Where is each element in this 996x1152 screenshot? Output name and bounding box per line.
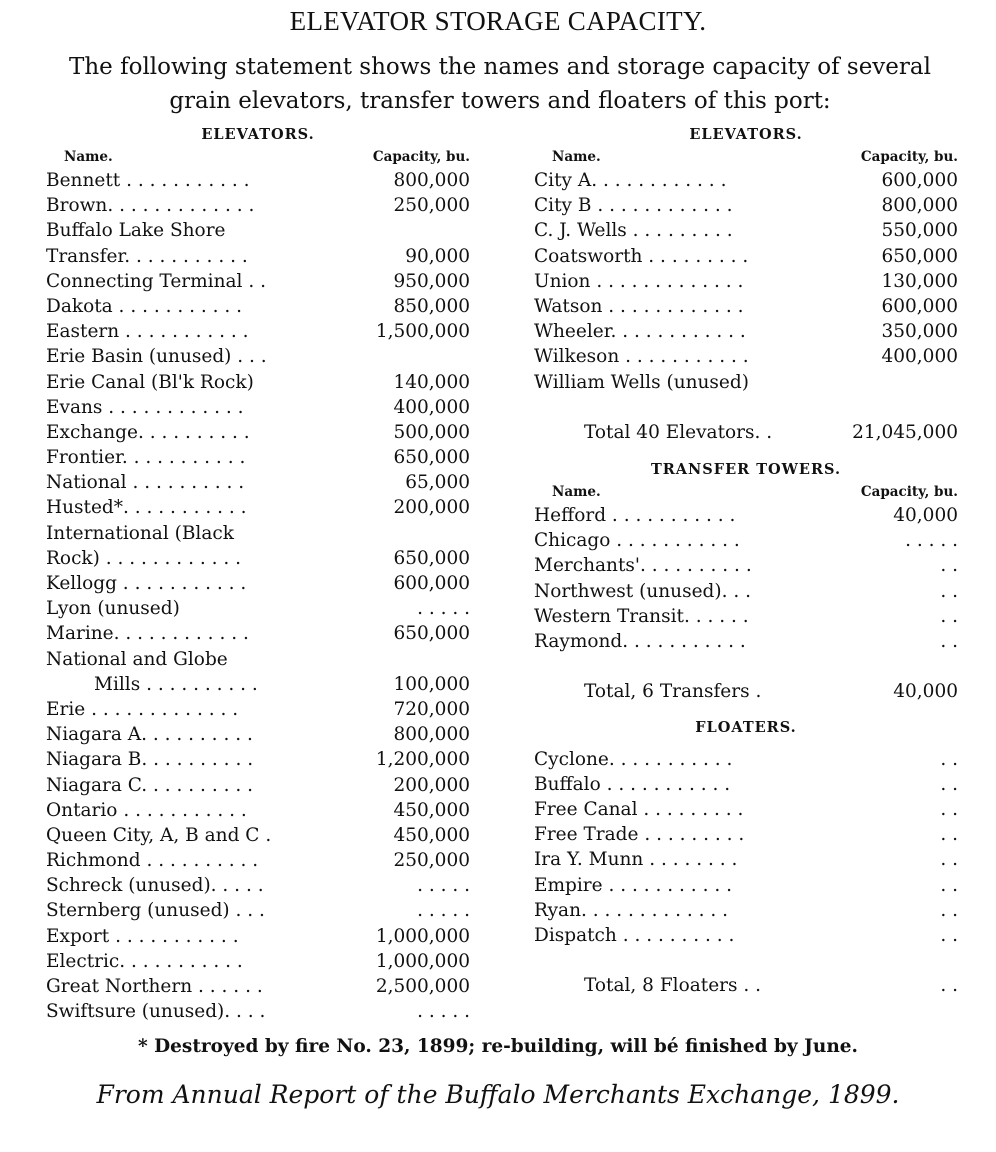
floaters-total-row: [534, 973, 958, 998]
row-capacity: 500,000: [393, 421, 470, 443]
table-row: [534, 923, 958, 948]
row-name: Cyclone. . . . . . . . . . .: [534, 748, 733, 770]
row-name: Ira Y. Munn . . . . . . . .: [534, 849, 738, 871]
row-name: International (Black: [46, 522, 234, 544]
row-capacity: 100,000: [393, 673, 470, 695]
transfers-total-label: Total, 6 Transfers .: [584, 681, 762, 703]
table-row: [534, 797, 958, 822]
row-name: William Wells (unused): [534, 371, 749, 393]
table-row: [534, 629, 958, 654]
table-row: [46, 621, 470, 646]
table-row: [534, 344, 958, 369]
intro-paragraph: The following statement shows the names and storage capacity of several grain elevators, transfer towers and floaters of this port:: [69, 54, 931, 114]
table-row: [534, 747, 958, 772]
row-name: Wilkeson . . . . . . . . . . .: [534, 346, 749, 368]
table-row: [46, 647, 470, 672]
row-capacity: . . . . .: [417, 1001, 470, 1023]
row-name: Electric. . . . . . . . . . .: [46, 950, 243, 972]
table-row: [534, 168, 958, 193]
table-row: [46, 672, 470, 697]
row-capacity: . .: [940, 555, 958, 577]
row-name: City A. . . . . . . . . . . .: [534, 170, 727, 191]
row-capacity: . .: [940, 824, 958, 846]
table-row: [534, 269, 958, 294]
table-row: [46, 949, 470, 974]
row-capacity: . .: [940, 631, 958, 652]
row-name: Dakota . . . . . . . . . . .: [46, 295, 243, 317]
row-name: Swiftsure (unused). . . .: [46, 1001, 266, 1023]
table-row: [534, 822, 958, 847]
footnote: * Destroyed by fire No. 23, 1899; re-building, will bé finished by June.: [138, 1036, 858, 1057]
transfer-towers-heading: TRANSFER TOWERS.: [650, 461, 842, 479]
row-capacity: 65,000: [405, 472, 470, 494]
table-row: [534, 772, 958, 797]
table-row: [46, 697, 470, 722]
row-capacity: . .: [940, 924, 958, 946]
row-name: Buffalo Lake Shore: [46, 220, 226, 242]
row-name: Transfer. . . . . . . . . . .: [46, 245, 248, 267]
right-column: [534, 124, 958, 998]
name-header: Name.: [552, 149, 601, 165]
table-row: [534, 193, 958, 218]
row-capacity: . .: [940, 580, 958, 602]
table-row: [534, 579, 958, 604]
table-row: [46, 193, 470, 218]
row-capacity: 450,000: [393, 824, 470, 846]
row-capacity: . . . . .: [905, 530, 958, 552]
row-name: National and Globe: [46, 648, 228, 670]
row-name: Erie Basin (unused) . . .: [46, 346, 267, 368]
row-name: Queen City, A, B and C .: [46, 824, 272, 846]
row-capacity: 1,200,000: [375, 749, 470, 771]
row-capacity: 200,000: [393, 497, 470, 519]
name-header: Name.: [552, 484, 601, 501]
row-name: Wheeler. . . . . . . . . . . .: [534, 321, 746, 343]
table-row: [534, 604, 958, 629]
row-capacity: 550,000: [881, 220, 958, 242]
row-capacity: . .: [940, 874, 958, 896]
row-capacity: 800,000: [393, 170, 470, 191]
row-capacity: 2,500,000: [375, 976, 470, 997]
name-header: Name.: [64, 149, 113, 165]
row-name: Free Canal . . . . . . . . .: [534, 798, 744, 820]
table-row: [46, 722, 470, 747]
row-name: Erie Canal (Bl'k Rock): [46, 371, 254, 393]
table-row: [534, 528, 958, 553]
table-row: [46, 571, 470, 596]
row-capacity: . .: [940, 605, 958, 627]
row-capacity: . .: [940, 899, 958, 921]
row-name: Sternberg (unused) . . .: [46, 900, 265, 922]
table-row: [46, 898, 470, 923]
row-capacity: 650,000: [393, 547, 470, 569]
row-name: Connecting Terminal . .: [46, 270, 266, 292]
row-name: Watson . . . . . . . . . . . .: [534, 295, 744, 317]
table-row: [534, 898, 958, 923]
table-row: [46, 848, 470, 873]
row-capacity: 90,000: [405, 245, 470, 267]
table-row: [534, 503, 958, 528]
table-row: [46, 244, 470, 269]
table-row: [534, 218, 958, 243]
column-headers-transfers: [534, 481, 958, 503]
row-capacity: 450,000: [393, 799, 470, 821]
row-capacity: 600,000: [881, 295, 958, 317]
row-name: Husted*. . . . . . . . . . .: [46, 497, 247, 519]
floaters-total-label: Total, 8 Floaters . .: [584, 975, 761, 997]
row-capacity: 40,000: [893, 505, 958, 527]
row-name: Northwest (unused). . .: [534, 580, 751, 602]
row-name: Great Northern . . . . . .: [46, 976, 263, 997]
row-name: Exchange. . . . . . . . . .: [46, 421, 250, 443]
row-name: Free Trade . . . . . . . . .: [534, 824, 745, 846]
row-capacity: 250,000: [393, 850, 470, 872]
row-capacity: 650,000: [393, 623, 470, 645]
table-row: [46, 924, 470, 949]
row-name: Eastern . . . . . . . . . . .: [46, 321, 249, 343]
row-name: Ryan. . . . . . . . . . . . .: [534, 899, 729, 921]
transfer-towers-list: [534, 503, 958, 654]
row-name: Hefford . . . . . . . . . . .: [534, 505, 736, 527]
row-name: National . . . . . . . . . .: [46, 472, 245, 494]
row-name: Richmond . . . . . . . . . .: [46, 850, 259, 872]
table-row: [534, 847, 958, 872]
row-capacity: 600,000: [393, 573, 470, 594]
row-name: Empire . . . . . . . . . . .: [534, 874, 732, 896]
elevators-total-value: 21,045,000: [852, 421, 958, 443]
row-name: Frontier. . . . . . . . . . .: [46, 447, 246, 469]
table-row: [46, 798, 470, 823]
floaters-list: [534, 747, 958, 949]
row-name: Export . . . . . . . . . . .: [46, 925, 239, 947]
column-headers-left: [46, 146, 470, 168]
row-capacity: . . . . .: [417, 900, 470, 922]
row-capacity: 650,000: [881, 245, 958, 267]
floaters-heading: FLOATERS.: [695, 718, 797, 736]
right-elevator-list: [534, 168, 958, 395]
floaters-total-value: . .: [940, 975, 958, 997]
row-name: Merchants'. . . . . . . . . .: [534, 555, 752, 577]
elevators-total-row: [534, 420, 958, 445]
row-capacity: 720,000: [393, 698, 470, 720]
row-name: Niagara A. . . . . . . . . .: [46, 724, 253, 746]
table-row: [46, 873, 470, 898]
table-row: [534, 553, 958, 578]
table-row: [534, 319, 958, 344]
table-row: [534, 370, 958, 395]
row-capacity: 200,000: [393, 774, 470, 796]
capacity-header: Capacity, bu.: [860, 484, 958, 501]
row-name: Ontario . . . . . . . . . . .: [46, 799, 247, 821]
row-name: Dispatch . . . . . . . . . .: [534, 924, 735, 946]
row-capacity: 250,000: [393, 195, 470, 217]
row-name: Brown. . . . . . . . . . . . .: [46, 195, 255, 217]
table-row: [46, 823, 470, 848]
row-name: Kellogg . . . . . . . . . . .: [46, 573, 247, 594]
transfers-total-row: [534, 679, 958, 704]
left-column: [46, 124, 470, 1024]
row-capacity: 130,000: [881, 270, 958, 292]
table-row: [46, 370, 470, 395]
table-row: [46, 546, 470, 571]
row-name: Niagara C. . . . . . . . . .: [46, 774, 253, 796]
row-name: Erie . . . . . . . . . . . . .: [46, 698, 239, 720]
row-capacity: 400,000: [881, 346, 958, 368]
table-row: [46, 974, 470, 999]
row-capacity: 140,000: [393, 371, 470, 393]
elevators-heading-right: ELEVATORS.: [689, 126, 803, 143]
table-row: [46, 168, 470, 193]
row-capacity: 850,000: [393, 295, 470, 317]
page-title: ELEVATOR STORAGE CAPACITY.: [289, 6, 707, 36]
table-row: [46, 445, 470, 470]
table-row: [46, 773, 470, 798]
row-name: Western Transit. . . . . .: [534, 605, 749, 627]
row-capacity: 1,500,000: [375, 321, 470, 343]
row-capacity: 400,000: [393, 396, 470, 418]
row-capacity: 1,000,000: [375, 950, 470, 972]
capacity-header: Capacity, bu.: [372, 149, 470, 165]
left-elevator-list: [46, 168, 470, 1024]
table-row: [534, 244, 958, 269]
table-row: [46, 344, 470, 369]
table-row: [46, 495, 470, 520]
table-row: [46, 294, 470, 319]
row-capacity: 600,000: [881, 170, 958, 191]
row-name: Rock) . . . . . . . . . . . .: [46, 547, 241, 569]
row-name: Chicago . . . . . . . . . . .: [534, 530, 740, 552]
table-row: [534, 294, 958, 319]
row-capacity: . .: [940, 849, 958, 871]
row-name: Marine. . . . . . . . . . . .: [46, 623, 249, 645]
row-capacity: . .: [940, 798, 958, 820]
row-name: Mills . . . . . . . . . .: [94, 673, 258, 695]
row-capacity: . .: [940, 773, 958, 795]
row-capacity: . .: [940, 748, 958, 770]
row-name: C. J. Wells . . . . . . . . .: [534, 220, 733, 242]
row-name: Bennett . . . . . . . . . . .: [46, 170, 250, 191]
row-name: Niagara B. . . . . . . . . .: [46, 749, 254, 771]
table-row: [46, 470, 470, 495]
row-capacity: 800,000: [881, 195, 958, 217]
table-row: [46, 319, 470, 344]
table-row: [534, 873, 958, 898]
row-capacity: 800,000: [393, 724, 470, 746]
table-row: [46, 269, 470, 294]
table-row: [46, 521, 470, 546]
transfers-total-value: 40,000: [893, 681, 958, 703]
row-name: Lyon (unused): [46, 598, 180, 620]
row-capacity: 950,000: [393, 270, 470, 292]
row-name: Union . . . . . . . . . . . . .: [534, 270, 744, 292]
table-row: [46, 395, 470, 420]
row-name: Coatsworth . . . . . . . . .: [534, 245, 749, 267]
row-capacity: . . . . .: [417, 875, 470, 897]
table-row: [46, 596, 470, 621]
row-capacity: 1,000,000: [375, 925, 470, 947]
table-row: [46, 999, 470, 1024]
row-capacity: 650,000: [393, 447, 470, 469]
row-name: Schreck (unused). . . . .: [46, 875, 264, 897]
source-citation: From Annual Report of the Buffalo Merchants Exchange, 1899.: [96, 1080, 900, 1109]
row-name: Evans . . . . . . . . . . . .: [46, 396, 244, 418]
table-row: [46, 747, 470, 772]
row-capacity: . . . . .: [417, 598, 470, 620]
column-headers-right: [534, 146, 958, 168]
row-capacity: 350,000: [881, 321, 958, 343]
table-row: [46, 218, 470, 243]
row-name: City B . . . . . . . . . . . .: [534, 195, 733, 217]
elevators-heading-left: ELEVATORS.: [201, 126, 315, 143]
elevators-total-label: Total 40 Elevators. .: [584, 421, 773, 443]
row-name: Buffalo . . . . . . . . . . .: [534, 773, 731, 795]
row-name: Raymond. . . . . . . . . . .: [534, 631, 746, 652]
table-row: [46, 420, 470, 445]
capacity-header: Capacity, bu.: [860, 149, 958, 165]
